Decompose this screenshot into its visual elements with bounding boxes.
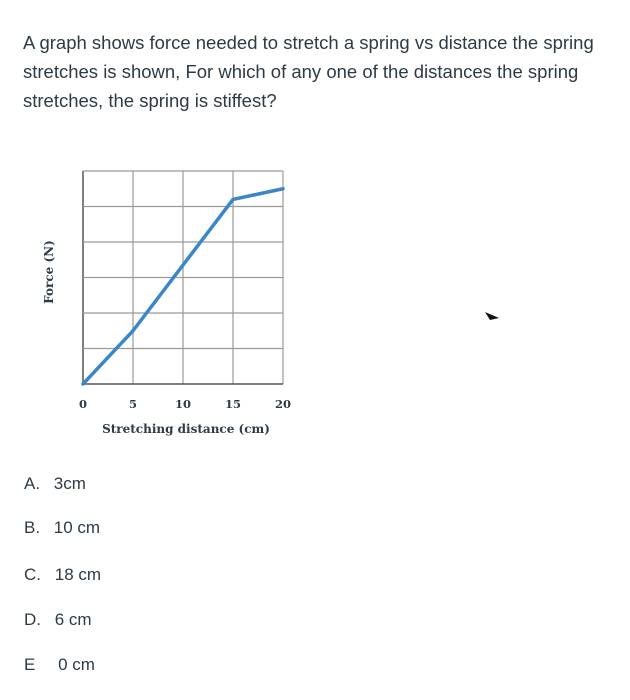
answer-option-c[interactable] [24, 565, 101, 585]
x-tick-labels [79, 397, 291, 411]
answer-option-b[interactable] [24, 518, 100, 538]
answer-text: 10 cm [53, 518, 101, 537]
answer-letter: D. [24, 610, 41, 629]
x-tick-label: 20 [274, 397, 292, 411]
mouse-cursor-icon [484, 311, 500, 327]
answer-letter: B. [24, 518, 41, 537]
answer-option-a[interactable] [24, 474, 86, 494]
answer-option-d[interactable] [24, 610, 92, 630]
answer-text: 18 cm [54, 565, 102, 584]
x-tick-label: 10 [174, 397, 192, 411]
x-tick-label: 0 [78, 397, 88, 411]
answer-text: 6 cm [54, 610, 92, 629]
answer-text: 3cm [53, 474, 86, 493]
answer-text: 0 cm [58, 655, 95, 674]
answer-letter: C. [24, 565, 41, 584]
x-tick-label: 15 [224, 397, 242, 411]
answer-letter: A. [24, 474, 41, 493]
x-axis-title: Stretching distance (cm) [102, 422, 270, 436]
y-axis-title: Force (N) [42, 240, 56, 304]
answer-option-e[interactable] [24, 655, 95, 675]
x-tick-label: 5 [128, 397, 138, 411]
answer-letter: E [24, 655, 36, 674]
question-text: A graph shows force needed to stretch a spring vs distance the spring stretches is shown, For which of any one of the distances the spring stretches, the spring is stiffest? [23, 32, 594, 111]
